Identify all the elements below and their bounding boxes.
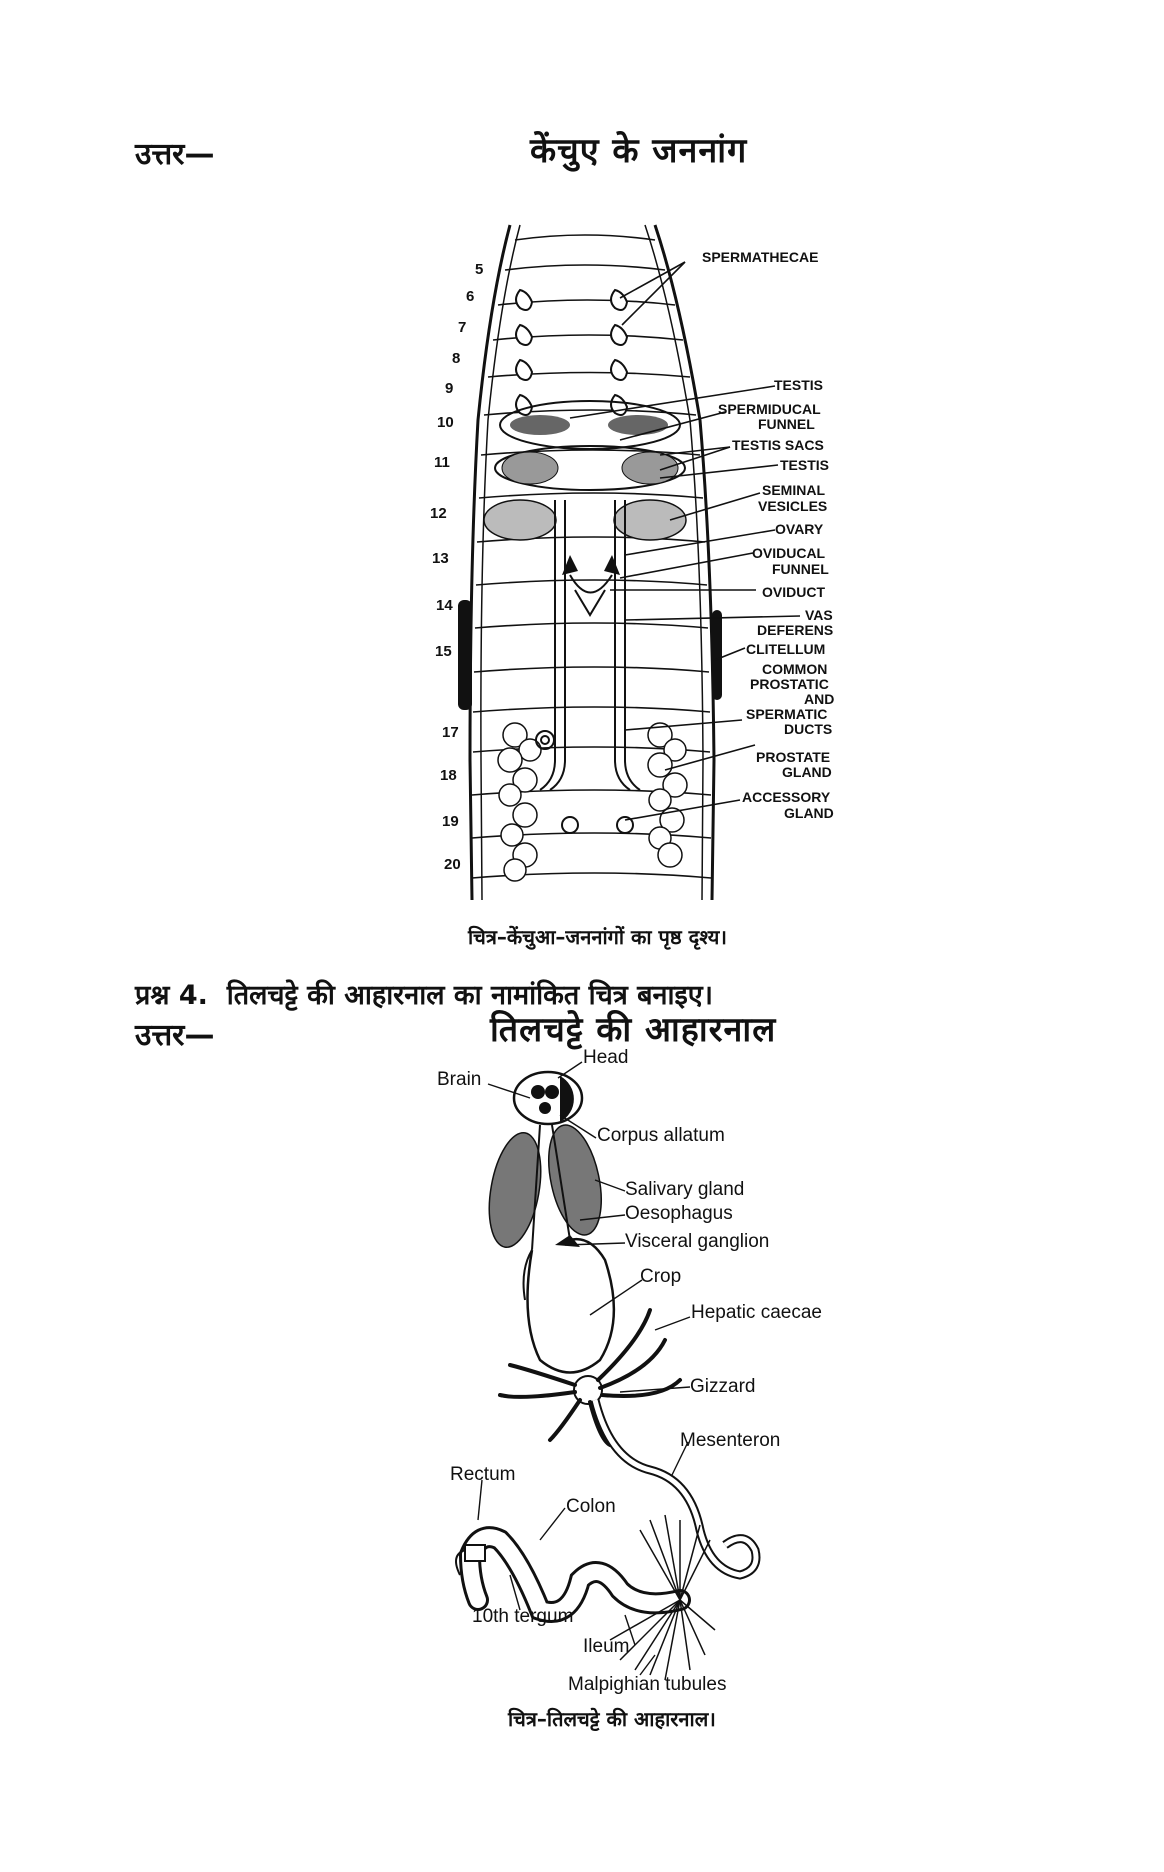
label-common-ducts: SPERMATIC bbox=[746, 706, 828, 722]
segment-number: 13 bbox=[432, 550, 449, 567]
label-common-ducts: DUCTS bbox=[784, 721, 833, 737]
segment-number: 15 bbox=[435, 643, 452, 660]
label-testis: TESTIS bbox=[780, 457, 830, 473]
figure2-caption: चित्र–तिलचट्टे की आहारनाल। bbox=[508, 1707, 716, 1731]
label-accessory-gland: GLAND bbox=[784, 805, 834, 821]
label-colon: Colon bbox=[566, 1496, 616, 1517]
segment-number: 11 bbox=[434, 454, 450, 471]
segment-number: 19 bbox=[442, 813, 459, 830]
label-oviducal-funnel: FUNNEL bbox=[772, 561, 829, 577]
figure1-title: केंचुए के जननांग bbox=[530, 131, 748, 171]
label-ovary: OVARY bbox=[775, 521, 824, 537]
label-clitellum: CLITELLUM bbox=[746, 641, 826, 657]
label-spermathecae: SPERMATHECAE bbox=[702, 249, 819, 265]
segment-number: 10 bbox=[437, 414, 454, 431]
label-prostate-gland: GLAND bbox=[782, 764, 832, 780]
segment-number: 5 bbox=[475, 261, 484, 278]
segment-number: 20 bbox=[444, 856, 461, 873]
answer-label: उत्तर— bbox=[135, 1018, 215, 1053]
segment-number: 8 bbox=[452, 350, 461, 367]
label-seminal-vesicles: VESICLES bbox=[758, 498, 828, 514]
label-spermiducal-funnel: SPERMIDUCAL bbox=[718, 401, 821, 417]
label-corpus-allatum: Corpus allatum bbox=[597, 1125, 725, 1146]
label-common-ducts: AND bbox=[804, 691, 835, 707]
segment-number: 14 bbox=[436, 597, 453, 614]
label-brain: Brain bbox=[437, 1069, 482, 1090]
segment-number: 7 bbox=[458, 319, 467, 336]
label-oviducal-funnel: OVIDUCAL bbox=[752, 545, 826, 561]
label-head: Head bbox=[583, 1047, 629, 1068]
question-4: प्रश्न 4. तिलचट्टे की आहारनाल का नामांकित चित्र बनाइए। bbox=[135, 980, 713, 1011]
segment-number: 18 bbox=[440, 767, 457, 784]
label-ileum: Ileum bbox=[583, 1636, 630, 1657]
label-gizzard: Gizzard bbox=[690, 1376, 756, 1397]
answer-label: उत्तर— bbox=[135, 137, 215, 172]
label-mesenteron: Mesenteron bbox=[680, 1430, 781, 1451]
label-10th-tergum: 10th tergum bbox=[472, 1606, 574, 1627]
label-common-ducts: PROSTATIC bbox=[750, 676, 829, 692]
segment-number: 9 bbox=[445, 380, 454, 397]
label-prostate-gland: PROSTATE bbox=[756, 749, 831, 765]
label-crop: Crop bbox=[640, 1266, 682, 1287]
label-salivary-gland: Salivary gland bbox=[625, 1179, 745, 1200]
label-oviduct: OVIDUCT bbox=[762, 584, 825, 600]
figure2-title: तिलचट्टे की आहारनाल bbox=[490, 1010, 777, 1050]
label-testis: TESTIS bbox=[774, 377, 824, 393]
label-visceral-ganglion: Visceral ganglion bbox=[625, 1231, 770, 1252]
segment-number: 12 bbox=[430, 505, 447, 522]
label-accessory-gland: ACCESSORY bbox=[742, 789, 831, 805]
label-hepatic-caecae: Hepatic caecae bbox=[691, 1302, 822, 1323]
label-oesophagus: Oesophagus bbox=[625, 1203, 733, 1224]
label-vas-deferens: VAS bbox=[805, 607, 833, 623]
label-seminal-vesicles: SEMINAL bbox=[762, 482, 825, 498]
label-malpighian-tubules: Malpighian tubules bbox=[568, 1674, 727, 1695]
label-spermiducal-funnel: FUNNEL bbox=[758, 416, 815, 432]
label-testis-sacs: TESTIS SACS bbox=[732, 437, 824, 453]
label-rectum: Rectum bbox=[450, 1464, 516, 1485]
segment-number: 17 bbox=[442, 724, 459, 741]
label-vas-deferens: DEFERENS bbox=[757, 622, 834, 638]
figure1-caption: चित्र–केंचुआ–जननांगों का पृष्ठ दृश्य। bbox=[468, 925, 727, 949]
segment-number: 6 bbox=[466, 288, 475, 305]
label-common-ducts: COMMON bbox=[762, 661, 828, 677]
